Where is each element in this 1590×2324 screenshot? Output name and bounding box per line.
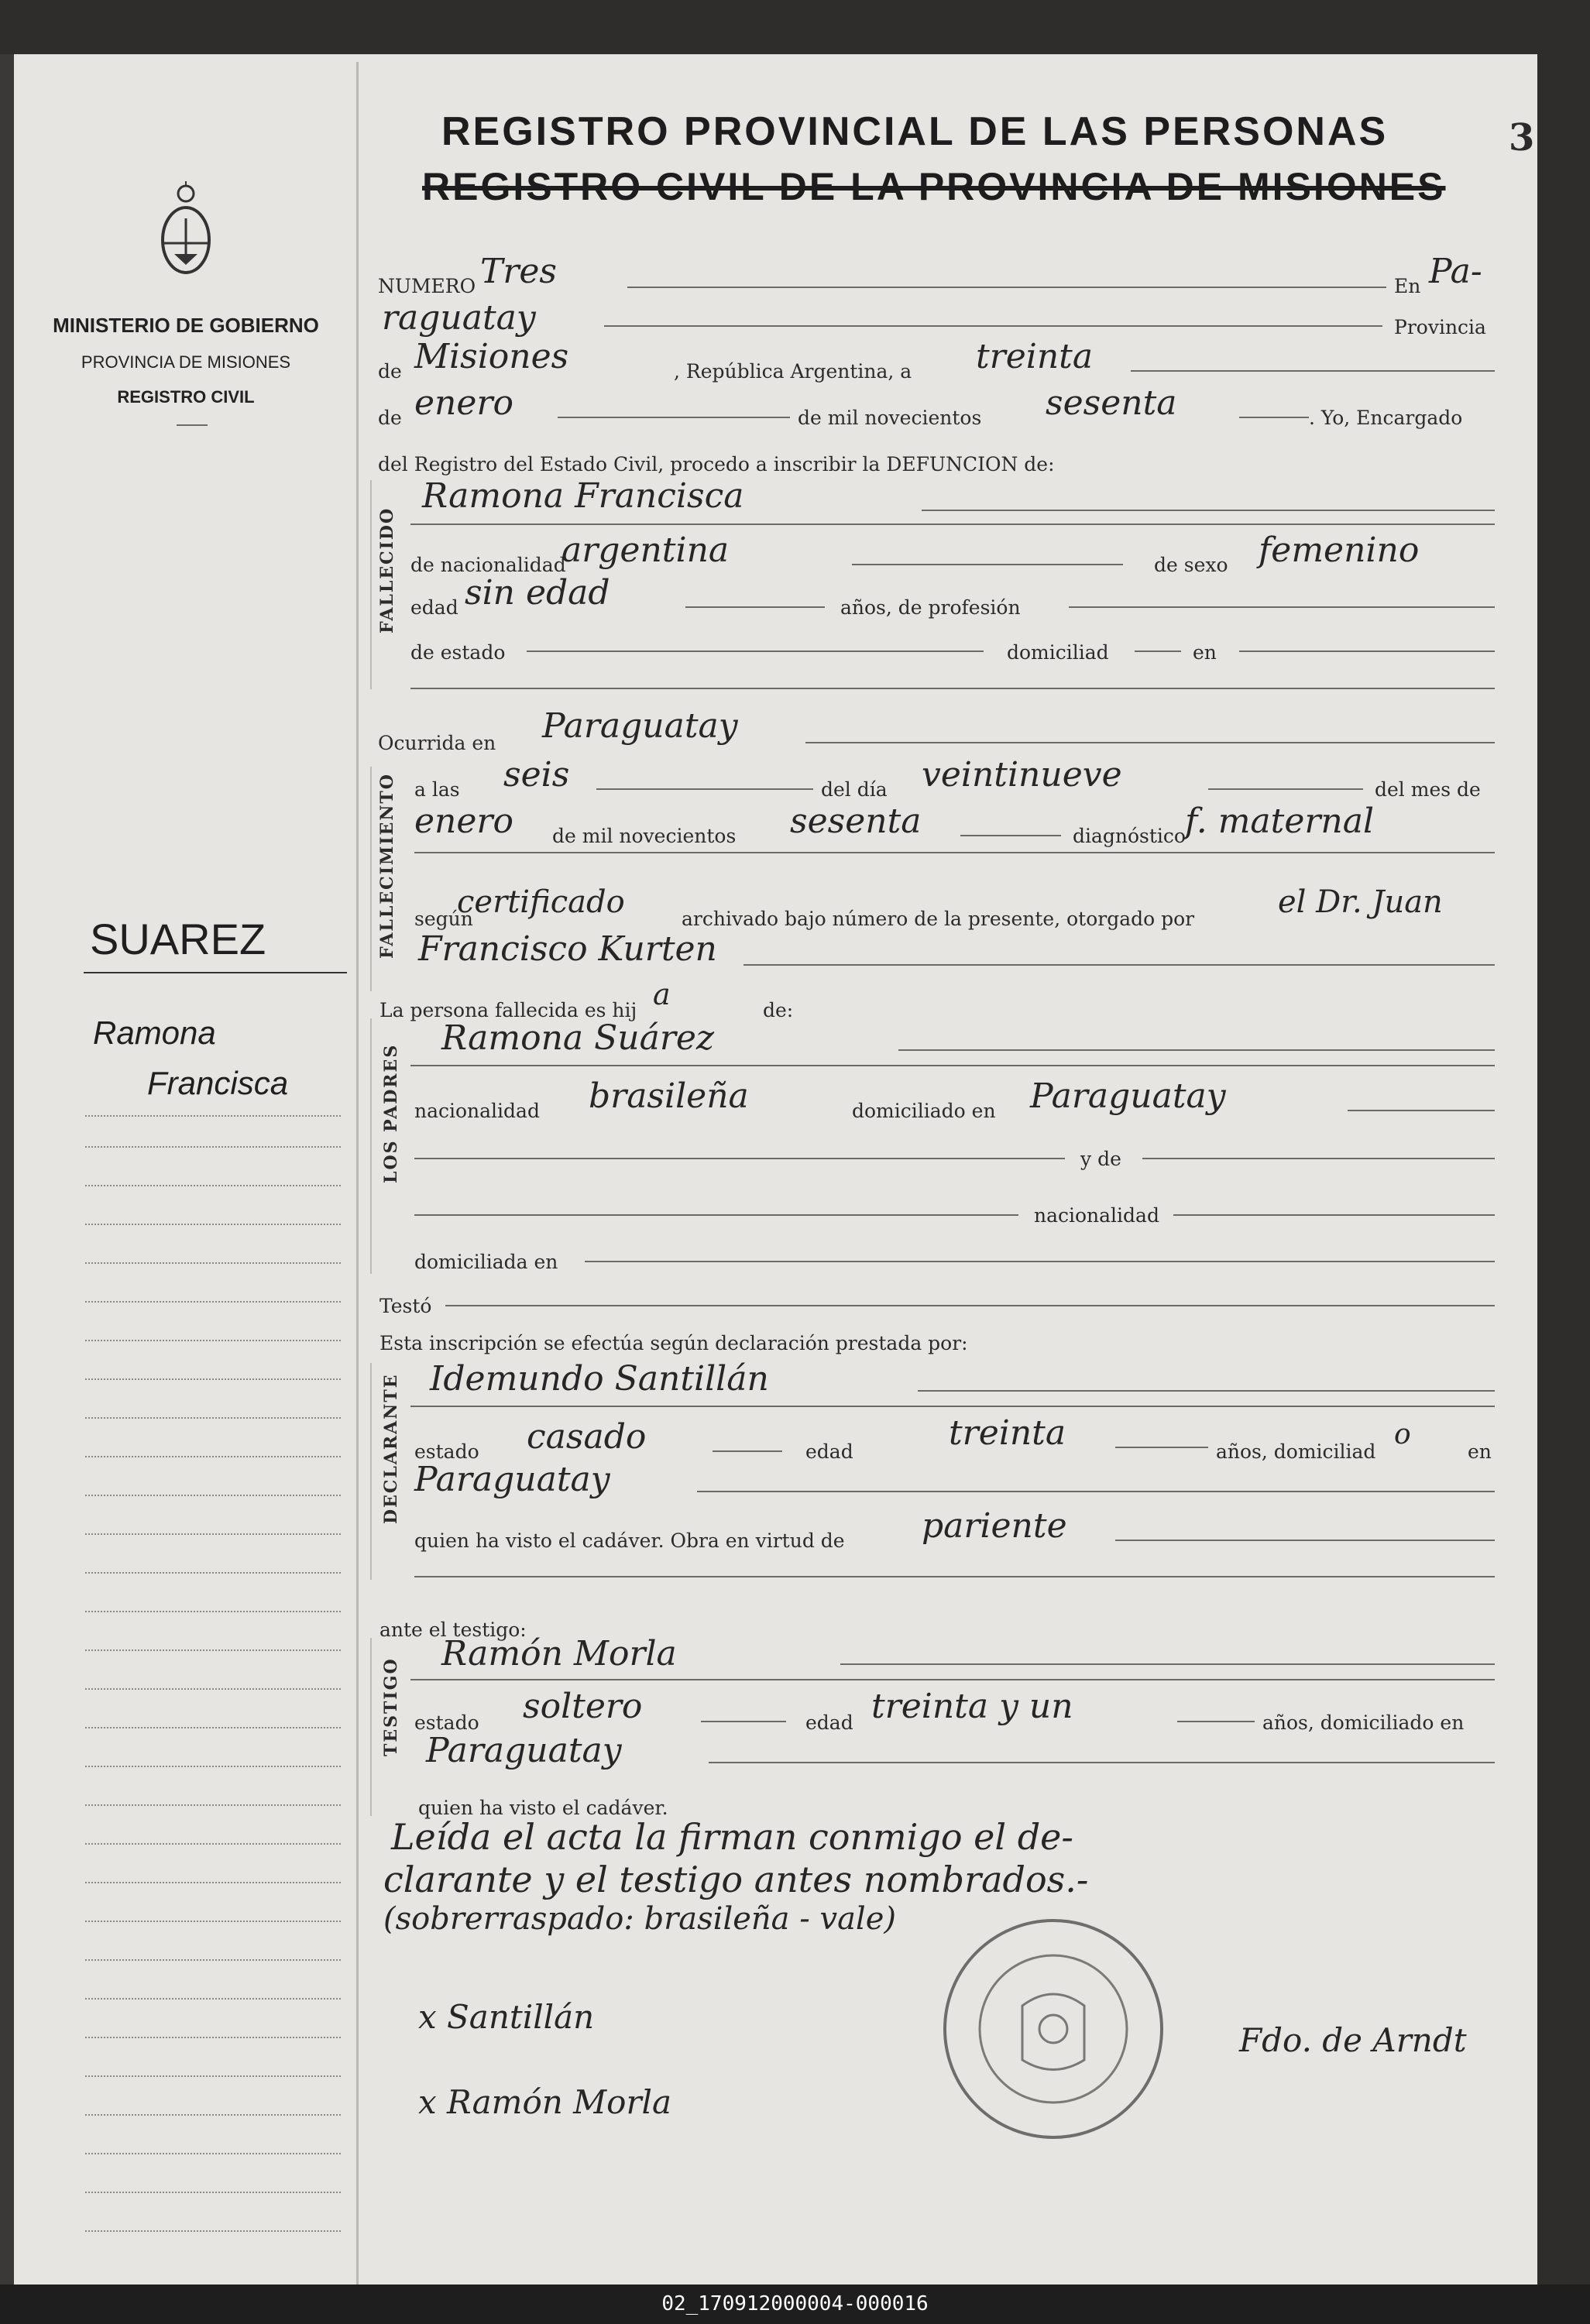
testigo-estado-label: estado bbox=[414, 1711, 479, 1734]
day-line bbox=[1131, 370, 1495, 372]
declarante-domiciliado-suffix: o bbox=[1394, 1419, 1411, 1450]
closing-line-3: (sobrerraspado: brasileña - vale) bbox=[383, 1901, 896, 1937]
sidebar-ministry: MINISTERIO DE GOBIERNO bbox=[53, 314, 319, 337]
declarante-domicilio-line bbox=[697, 1491, 1495, 1492]
header-title-2: REGISTRO CIVIL DE LA PROVINCIA DE MISIONES bbox=[422, 165, 1446, 208]
dia-label: del día bbox=[821, 778, 888, 801]
declarante-visto-label: quien ha visto el cadáver. Obra en virtud de bbox=[414, 1529, 845, 1552]
declarante-edad-label: edad bbox=[805, 1440, 853, 1463]
coat-of-arms-icon bbox=[155, 180, 217, 288]
madre-line-2 bbox=[410, 1065, 1495, 1066]
signature-official: Fdo. de Arndt bbox=[1239, 2021, 1467, 2059]
estado-label: de estado bbox=[410, 641, 506, 664]
hora-label: a las bbox=[414, 778, 460, 801]
testo-label: Testó bbox=[379, 1295, 432, 1317]
page-number: 3 bbox=[1509, 116, 1535, 160]
sidebar-surname-underline bbox=[84, 972, 347, 973]
declarante-domicilio-value: Paraguatay bbox=[414, 1460, 610, 1499]
padres-domiciliado-label: domiciliado en bbox=[852, 1100, 996, 1122]
padres-nacionalidad2-label: nacionalidad bbox=[1034, 1204, 1159, 1227]
signature-declarante: x Santillán bbox=[418, 1998, 595, 2036]
hijo-value: a bbox=[653, 977, 671, 1011]
declaracion-label: Esta inscripción se efectúa según declaración prestada por: bbox=[379, 1332, 968, 1354]
nacionalidad-label: de nacionalidad bbox=[410, 554, 566, 576]
declarante-virtud-line bbox=[1115, 1540, 1495, 1541]
place-line bbox=[604, 325, 1382, 327]
ocurrida-line bbox=[805, 742, 1495, 743]
margin-rule bbox=[356, 62, 359, 2285]
mes-value: enero bbox=[414, 802, 513, 841]
testigo-name-value: Ramón Morla bbox=[441, 1634, 677, 1673]
fallecido-name-value: Ramona Francisca bbox=[422, 476, 744, 516]
anio-line bbox=[960, 835, 1061, 836]
year-label: de mil novecientos bbox=[798, 407, 982, 429]
declarante-virtud-value: pariente bbox=[922, 1506, 1067, 1546]
place-value-2: raguatay bbox=[382, 298, 536, 338]
domiciliada-label: domiciliada en bbox=[414, 1251, 558, 1273]
hora-line bbox=[596, 788, 813, 790]
closing-line-2: clarante y el testigo antes nombrados.- bbox=[383, 1859, 1089, 1900]
header-title-1: REGISTRO PROVINCIAL DE LAS PERSONAS bbox=[441, 109, 1389, 154]
testigo-domicilio-line bbox=[709, 1762, 1495, 1763]
diagnostico-value: f. maternal bbox=[1185, 802, 1375, 841]
edad-value: sin edad bbox=[465, 573, 610, 613]
year-value: sesenta bbox=[1046, 383, 1177, 423]
republica-label: , República Argentina, a bbox=[674, 360, 912, 383]
anio-value: sesenta bbox=[790, 802, 922, 841]
testigo-name-line-2 bbox=[410, 1679, 1495, 1680]
y-de-line-2 bbox=[1142, 1158, 1495, 1159]
footer-caption: 02_170912000004-000016 bbox=[0, 2285, 1590, 2324]
medico-value-2: Francisco Kurten bbox=[418, 929, 717, 969]
madre-value: Ramona Suárez bbox=[441, 1018, 715, 1058]
dia-line bbox=[1208, 788, 1363, 790]
ocurrida-label: Ocurrida en bbox=[378, 732, 496, 754]
domicilio-line bbox=[1135, 651, 1181, 652]
testigo-edad-label: edad bbox=[805, 1711, 853, 1734]
nacionalidad-value: argentina bbox=[561, 530, 730, 570]
numero-value: Tres bbox=[480, 252, 557, 291]
testigo-visto-label: quien ha visto el cadáver. bbox=[418, 1797, 668, 1819]
closing-line-1: Leída el acta la firman conmigo el de- bbox=[391, 1816, 1073, 1858]
estado-line bbox=[527, 651, 984, 652]
hijo-label: La persona fallecida es hij bbox=[379, 999, 637, 1021]
fallecido-section-label: FALLECIDO bbox=[377, 506, 397, 633]
declarante-section-label: DECLARANTE bbox=[381, 1373, 401, 1524]
testigo-estado-line bbox=[701, 1721, 786, 1722]
declarante-name-line bbox=[918, 1390, 1495, 1392]
month-line bbox=[558, 417, 790, 418]
en-label: En bbox=[1394, 275, 1421, 297]
yo-label: . Yo, Encargado bbox=[1309, 407, 1463, 429]
medico-value-1: el Dr. Juan bbox=[1278, 884, 1443, 920]
de-label-2: de bbox=[378, 407, 402, 429]
fallecido-last-line bbox=[410, 688, 1495, 689]
sidebar-office: REGISTRO CIVIL bbox=[117, 387, 255, 407]
sidebar-province: PROVINCIA DE MISIONES bbox=[81, 352, 291, 372]
archivado-label: archivado bajo número de la presente, otorgado por bbox=[682, 908, 1195, 930]
book-binding bbox=[0, 54, 14, 2285]
y-de-label: y de bbox=[1080, 1148, 1121, 1170]
padres-section-label: LOS PADRES bbox=[381, 1043, 401, 1183]
padres-nacionalidad-label: nacionalidad bbox=[414, 1100, 540, 1122]
padres-de-label: de: bbox=[763, 999, 794, 1021]
dia-value: veintinueve bbox=[922, 755, 1122, 795]
signature-testigo: x Ramón Morla bbox=[418, 2083, 672, 2121]
declarante-estado-label: estado bbox=[414, 1440, 479, 1463]
declarante-domiciliado-label: años, domiciliad bbox=[1216, 1440, 1376, 1463]
edad-line bbox=[685, 606, 825, 608]
sexo-value: femenino bbox=[1259, 530, 1420, 570]
month-value: enero bbox=[414, 383, 513, 423]
madre-line bbox=[898, 1049, 1495, 1051]
hora-value: seis bbox=[503, 755, 570, 795]
day-value: treinta bbox=[976, 337, 1094, 376]
sexo-label: de sexo bbox=[1154, 554, 1228, 576]
place-value-1: Pa- bbox=[1429, 252, 1482, 291]
numero-label: NUMERO bbox=[378, 275, 476, 297]
domiciliada-line bbox=[585, 1261, 1495, 1262]
padres-domiciliado-value: Paraguatay bbox=[1030, 1076, 1226, 1116]
de-label: de bbox=[378, 360, 402, 383]
testigo-section-label: TESTIGO bbox=[381, 1657, 401, 1756]
padre-line bbox=[414, 1214, 1018, 1216]
edad-label: edad bbox=[410, 596, 458, 619]
declarante-en-label: en bbox=[1468, 1440, 1492, 1463]
fallecido-en-label: en bbox=[1193, 641, 1217, 664]
padres-nacionalidad-value: brasileña bbox=[589, 1076, 749, 1116]
mes-label: del mes de bbox=[1375, 778, 1481, 801]
profesion-line bbox=[1069, 606, 1495, 608]
anio-label: de mil novecientos bbox=[552, 825, 737, 847]
declarante-name-value: Idemundo Santillán bbox=[430, 1359, 769, 1399]
official-seal-icon bbox=[937, 1913, 1169, 2145]
testigo-edad-line bbox=[1177, 1721, 1255, 1722]
testigo-domicilio-value: Paraguatay bbox=[426, 1731, 622, 1770]
nacionalidad-line bbox=[852, 564, 1123, 565]
en-line bbox=[1239, 651, 1495, 652]
segun-value: certificado bbox=[457, 884, 625, 920]
sidebar-given-name-1: Ramona bbox=[93, 1014, 216, 1051]
domicilio-label: domiciliad bbox=[1007, 641, 1109, 664]
medico-line bbox=[743, 964, 1495, 966]
provincia-label: Provincia bbox=[1394, 316, 1486, 338]
segun-label: según bbox=[414, 908, 473, 930]
testigo-name-line bbox=[840, 1663, 1495, 1665]
intro-label: del Registro del Estado Civil, procedo a inscribir la DEFUNCION de: bbox=[378, 453, 1055, 475]
y-de-line bbox=[414, 1158, 1065, 1159]
fallecido-name-line bbox=[922, 510, 1495, 511]
sidebar-surname: SUAREZ bbox=[90, 915, 266, 963]
ocurrida-value: Paraguatay bbox=[542, 706, 738, 746]
diagnostico-label: diagnóstico bbox=[1073, 825, 1186, 847]
declarante-estado-line bbox=[713, 1450, 782, 1452]
fallecimiento-section-label: FALLECIMIENTO bbox=[377, 773, 397, 959]
sidebar-given-name-2: Francisca bbox=[147, 1065, 289, 1101]
province-value: Misiones bbox=[414, 337, 569, 376]
fallecido-name-line-2 bbox=[410, 524, 1495, 525]
testigo-edad-value: treinta y un bbox=[871, 1687, 1073, 1726]
numero-line bbox=[627, 287, 1386, 288]
diagnostico-line-2 bbox=[414, 852, 1495, 853]
sidebar-divider bbox=[177, 424, 208, 426]
declarante-edad-value: treinta bbox=[949, 1413, 1066, 1453]
profesion-label: años, de profesión bbox=[840, 596, 1021, 619]
padres-domiciliado-line bbox=[1348, 1110, 1495, 1111]
testigo-domiciliado-label: años, domiciliado en bbox=[1262, 1711, 1465, 1734]
declarante-edad-line bbox=[1115, 1447, 1208, 1448]
nacionalidad2-line bbox=[1173, 1214, 1495, 1216]
testo-line bbox=[445, 1305, 1495, 1306]
year-line bbox=[1239, 417, 1309, 418]
declarante-name-line-2 bbox=[410, 1406, 1495, 1407]
testigo-intro: ante el testigo: bbox=[379, 1619, 527, 1641]
declarante-last-line bbox=[414, 1576, 1495, 1577]
testigo-estado-value: soltero bbox=[523, 1687, 643, 1726]
declarante-estado-value: casado bbox=[527, 1417, 647, 1457]
